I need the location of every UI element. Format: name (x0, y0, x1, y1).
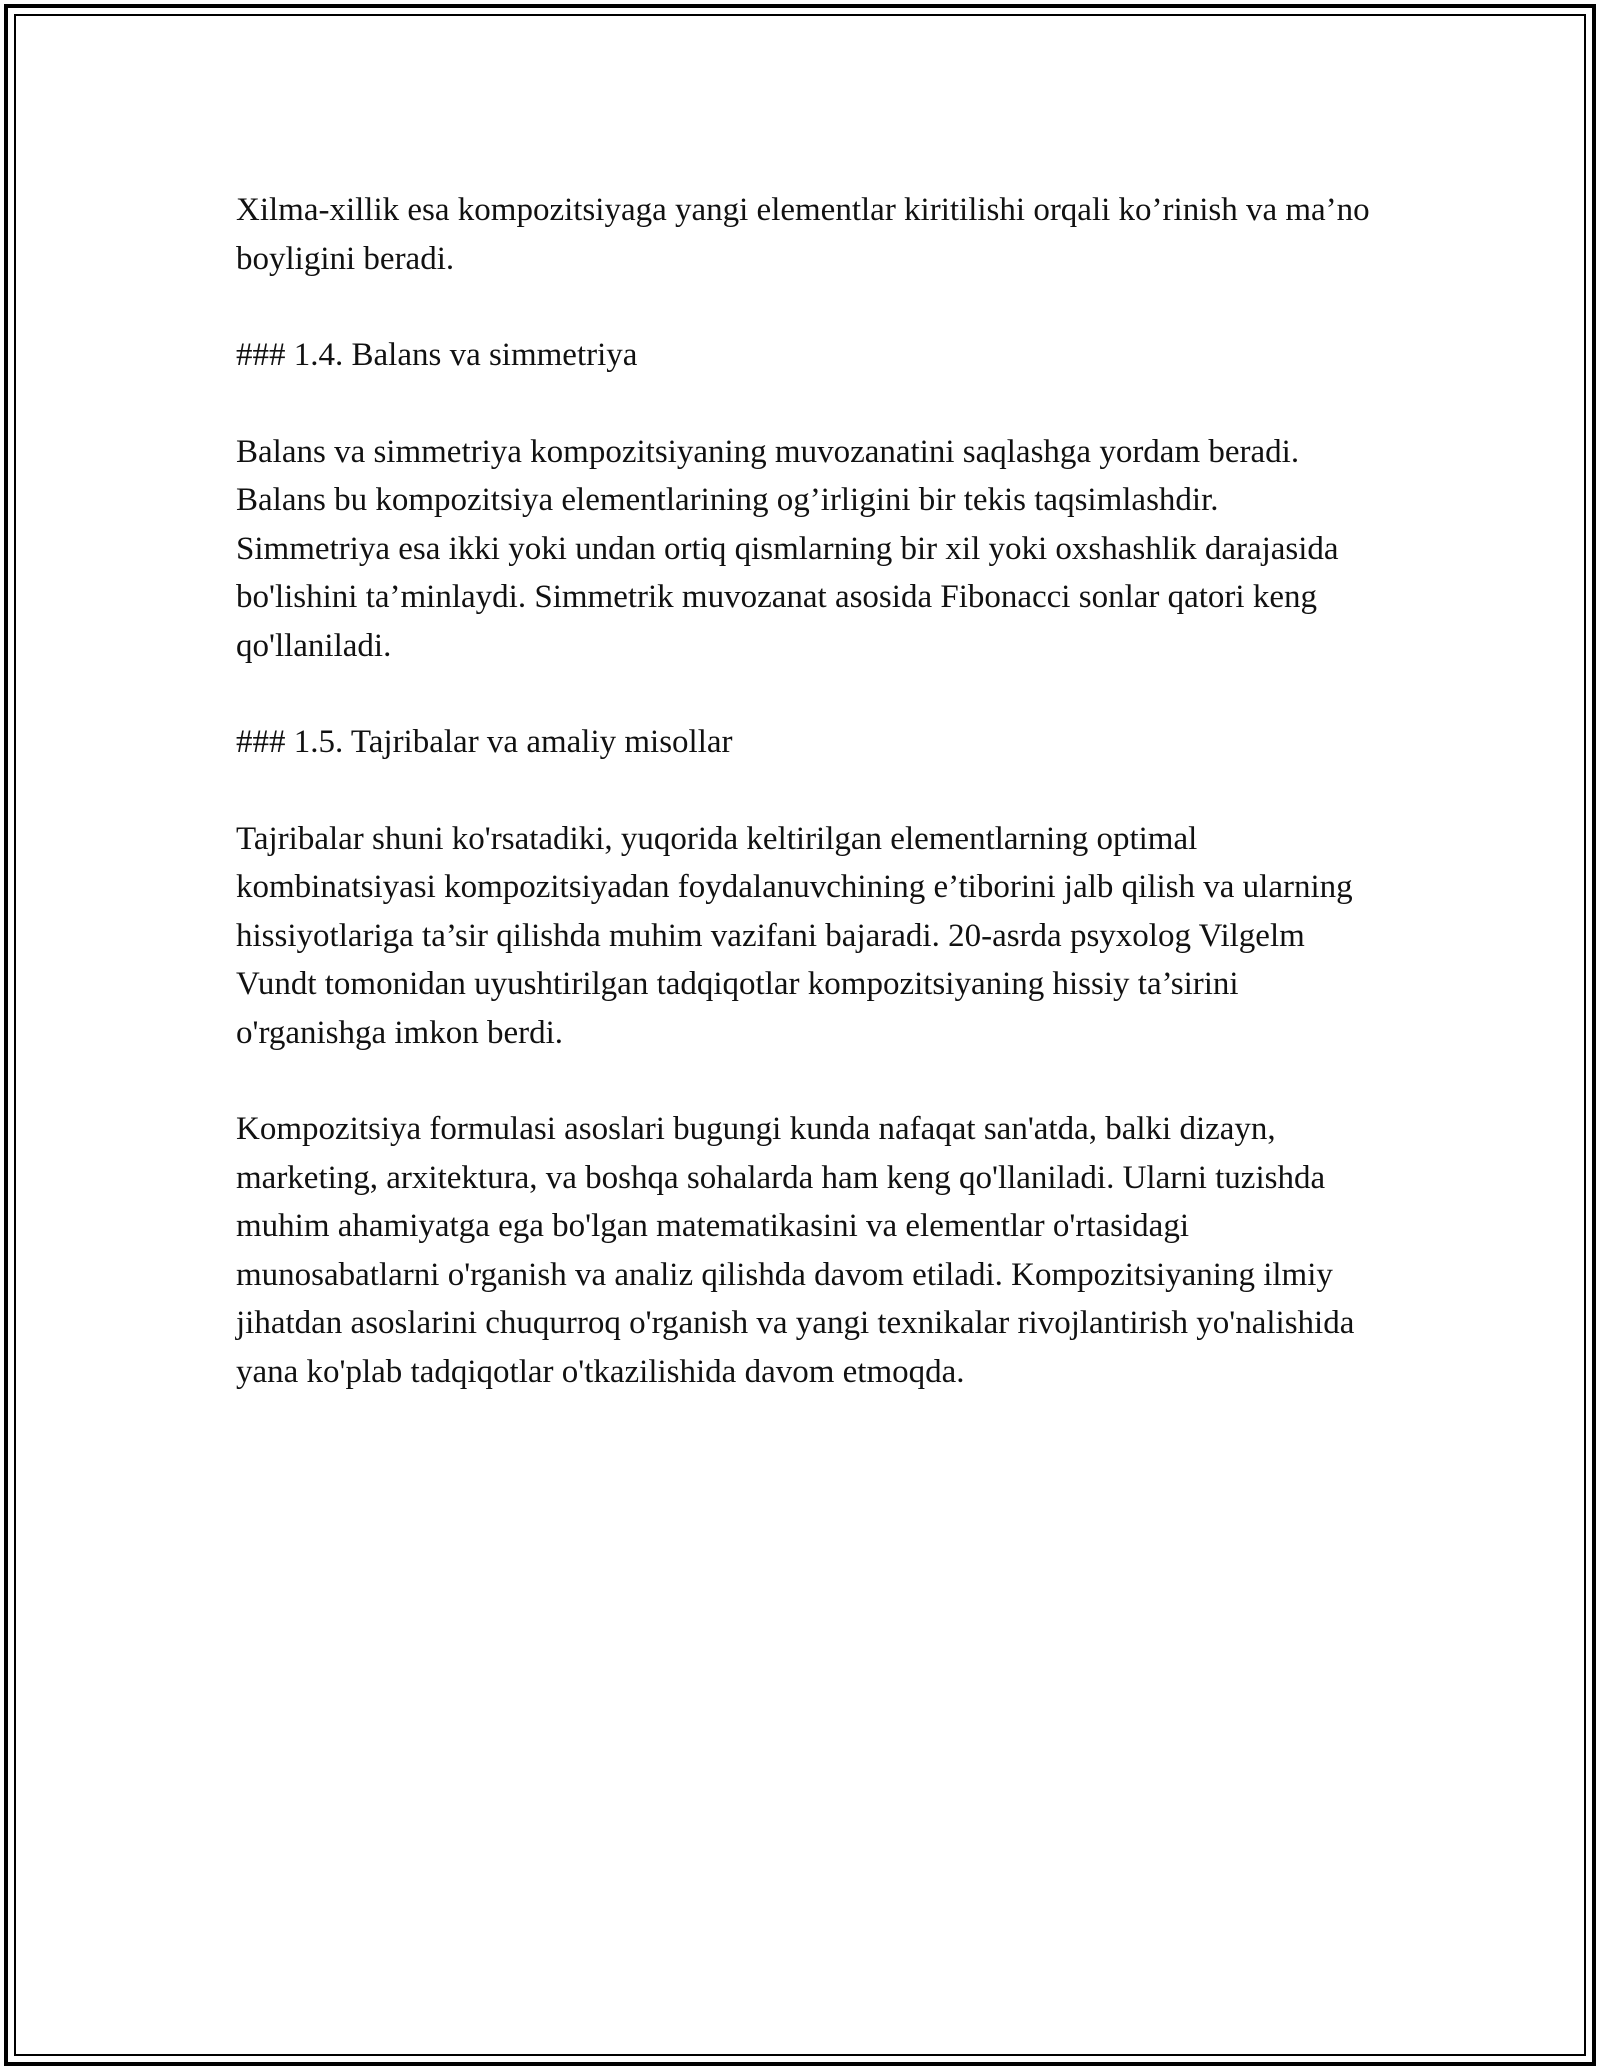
paragraph-applications: Kompozitsiya formulasi asoslari bugungi kunda nafaqat san'atda, balki dizayn, marketing, arxitektura, va boshqa sohalarda ham keng qo'llaniladi. Ularni tuzishda muhim ahamiyatga ega bo'lgan matematikasini va elementlar o'rtasidagi munosabatlarni o'rganish va analiz qilishda davom etiladi. Kompozitsiyaning ilmiy jihatdan asoslarini chuqurroq o'rganish va yangi texnikalar rivojlantirish yo'nalishida yana ko'plab tadqiqotlar o'tkazilishida davom etmoqda. (236, 1111, 1355, 1390)
section-heading-experiments: ### 1.5. Tajribalar va amaliy misollar (236, 724, 733, 760)
paragraph-variety: Xilma-xillik esa kompozitsiyaga yangi elementlar kiritilishi orqali ko’rinish va ma’no boyligini beradi. (236, 192, 1370, 277)
paragraph-balance: Balans va simmetriya kompozitsiyaning muvozanatini saqlashga yordam beradi. Balans bu kompozitsiya elementlarining og’irligini bir tekis taqsimlashdir. Simmetriya esa ikki yoki undan ortiq qismlarning bir xil yoki oxshashlik darajasida bo'lishini ta’minlaydi. Simmetrik muvozanat asosida Fibonacci sonlar qatori keng qo'llaniladi. (236, 433, 1339, 664)
paragraph-experiments: Tajribalar shuni ko'rsatadiki, yuqorida keltirilgan elementlarning optimal kombinatsiyasi kompozitsiyadan foydalanuvchining e’tiborini jalb qilish va ularning hissiyotlariga ta’sir qilishda muhim vazifani bajaradi. 20-asrda psyxolog Vilgelm Vundt tomonidan uyushtirilgan tadqiqotlar kompozitsiyaning hissiy ta’sirini o'rganishga imkon berdi. (236, 820, 1353, 1051)
document-body (236, 186, 1376, 1444)
section-heading-balance: ### 1.4. Balans va simmetriya (236, 337, 638, 373)
